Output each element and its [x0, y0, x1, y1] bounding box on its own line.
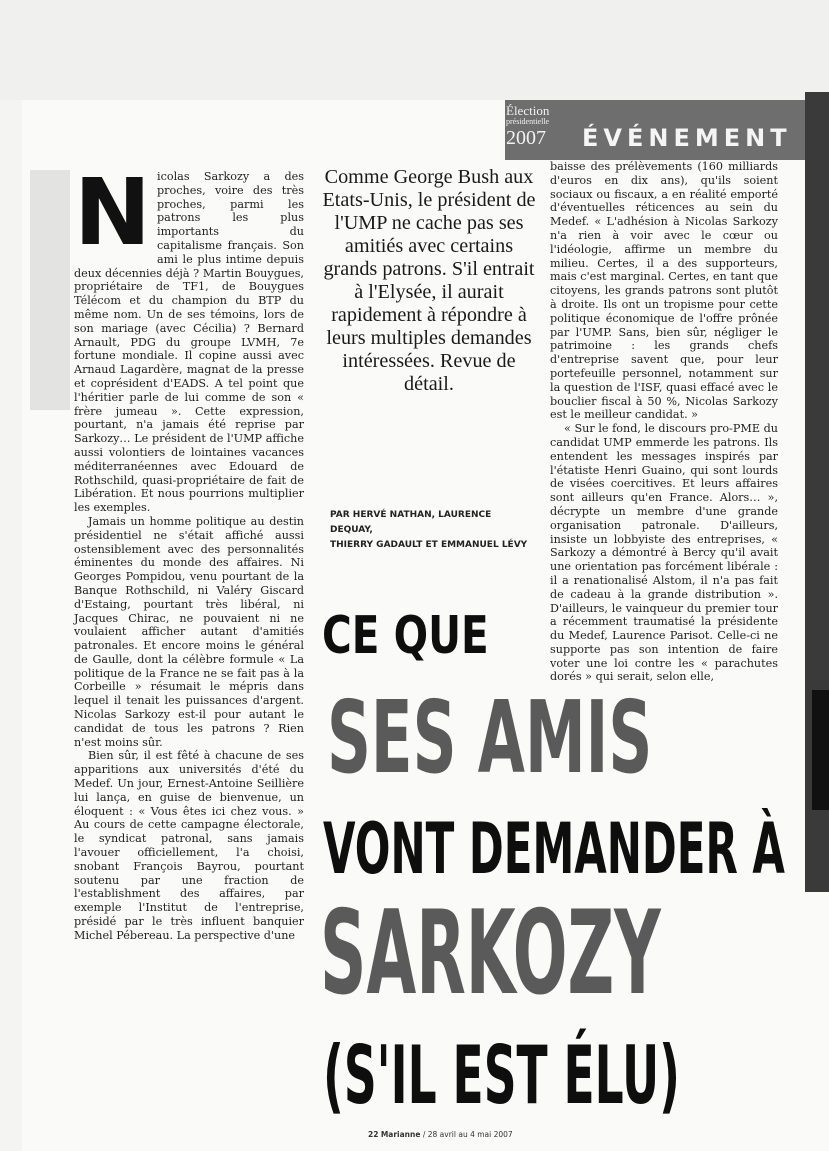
headline-line-1: CE QUE: [322, 606, 489, 666]
section-label: ÉVÉNEMENT: [582, 124, 792, 152]
pull-quote: Comme George Bush aux Etats-Unis, le président de l'UMP ne cache pas ses amitiés avec certains grands patrons. S'il entrait à l'Elysée, il aurait rapidement à répondre à leurs multiples demandes intéressées. Revue de détail.: [322, 166, 536, 395]
logo-line-presidentielle: présidentielle: [506, 117, 550, 126]
magazine-name: Marianne: [380, 1130, 421, 1139]
byline-line: THIERRY GADAULT ET EMMANUEL LÉVY: [330, 540, 528, 550]
page-background-top: [0, 0, 829, 100]
byline-line: PAR HERVÉ NATHAN, LAURENCE DEQUAY,: [330, 510, 492, 535]
page-footer: [368, 1130, 513, 1139]
article-paragraph: Bien sûr, il est fêté à chacune de ses apparitions aux universités d'été du Medef. Un jour, Ernest-Antoine Seillière lui lança, en guise de bienvenue, un éloquent : « Vous êtes ici chez vous. » Au cours de cette campagne électorale, le syndicat patronal, sans jamais l'avouer officiellement, l'a choisi, snobant François Bayrou, pourtant soutenu par une fraction de l'establishment des affaires, par exemple l'Institut de l'entreprise, présidé par le très influent banquier Michel Pébereau. La perspective d'une: [74, 749, 304, 942]
article-paragraph: [74, 159, 304, 515]
article-column-right: [550, 160, 778, 684]
article-paragraph: baisse des prélèvements (160 milliards d'euros en dix ans), qu'ils soient sociaux ou fiscaux, a en réalité emporté d'éventuelles réticences au sein du Medef. « L'adhésion à Nicolas Sarkozy n'a rien à voir avec le cœur ou l'idéologie, affirme un membre du milieu. Certes, il a des supporteurs, mais c'est marginal. Certes, en tant que citoyens, les grands patrons sont plutôt à droite. Ils ont un tropisme pour cette politique économique de l'offre prônée par l'UMP. Sans, bien sûr, négliger le patrimoine : les grands chefs d'entreprise savent que, pour leur portefeuille personnel, notamment sur la question de l'ISF, quasi effacé avec le bouclier fiscal à 50 %, Nicolas Sarkozy est le meilleur candidat. »: [550, 160, 778, 422]
article-paragraph: Jamais un homme politique au destin présidentiel ne s'était affiché aussi ostensiblement avec des personnalités éminentes du monde des affaires. Ni Georges Pompidou, venu pourtant de la Banque Rothschild, ni Valéry Giscard d'Estaing, pourtant très libéral, ni Jacques Chirac, ne pouvaient ni ne voulaient afficher autant d'amitiés patronales. Et encore moins le général de Gaulle, dont la célèbre formule « La politique de la France ne se fait pas à la Corbeille » résumait le mépris dans lequel il tenait les puissances d'argent. Nicolas Sarkozy est-il pour autant le candidat de tous les patrons ? Rien n'est moins sûr.: [74, 514, 304, 749]
headline-line-5: (S'IL EST ÉLU): [323, 1029, 680, 1122]
page-number: 22: [368, 1130, 379, 1139]
article-paragraph: « Sur le fond, le discours pro-PME du candidat UMP emmerde les patrons. Ils entendent les messages inspirés par l'étatiste Henri Guaino, qui sont lourds de visées coercitives. Et leurs affaires sont ailleurs qu'en France. Alors… », décrypte un membre d'une grande organisation patronale. D'ailleurs, insiste un lobbyiste des entreprises, « Sarkozy a démontré à Bercy qu'il avait une orientation pas forcément libérale : il a renationalisé Alstom, il n'a pas fait de cadeau à la grande distribution ». D'ailleurs, le vainqueur du premier tour a récemment traumatisé la présidente du Medef, Laurence Parisot. Celle-ci ne supporte pas son intention de faire voter une loi contre les « parachutes dorés » qui serait, selon elle,: [550, 422, 778, 684]
issue-date: / 28 avril au 4 mai 2007: [422, 1130, 513, 1139]
paragraph-text: icolas Sarkozy a des proches, voire des très proches, parmi les patrons les plus importants du capitalisme français. Son ami le plus intime depuis deux décennies déjà ? Martin Bouygues, propriétaire de TF1, de Bouygues Télécom et du champion du BTP du même nom. Un de ses témoins, lors de son mariage (avec Cécilia) ? Bernard Arnault, PDG du groupe LVMH, 7e fortune mondiale. Il copine aussi avec Arnaud Lagardère, magnat de la presse et coprésident d'EADS. A tel point que l'héritier parle de lui comme de son « frère jumeau ». Cette expression, pourtant, n'a jamais été reprise par Sarkozy… Le président de l'UMP affiche aussi volontiers de lointaines vacances méditerranéennes avec Edouard de Rothschild, quasi-propriétaire de fait de Libération. Et nous pourrions multiplier les exemples.: [74, 170, 304, 515]
election-2007-logo: [506, 104, 556, 158]
left-margin-strip: [30, 170, 70, 410]
byline: [330, 508, 530, 553]
headline-line-3: VONT DEMANDER À: [323, 808, 785, 890]
adjacent-page-photo-edge: [812, 690, 829, 810]
drop-cap: N: [74, 159, 151, 266]
article-column-left: [74, 159, 304, 943]
logo-line-election: Élection: [506, 103, 550, 118]
logo-line-year: 2007: [506, 127, 546, 149]
headline-line-2: SES AMIS: [327, 679, 653, 796]
headline-line-4: SARKOZY: [320, 886, 661, 1021]
